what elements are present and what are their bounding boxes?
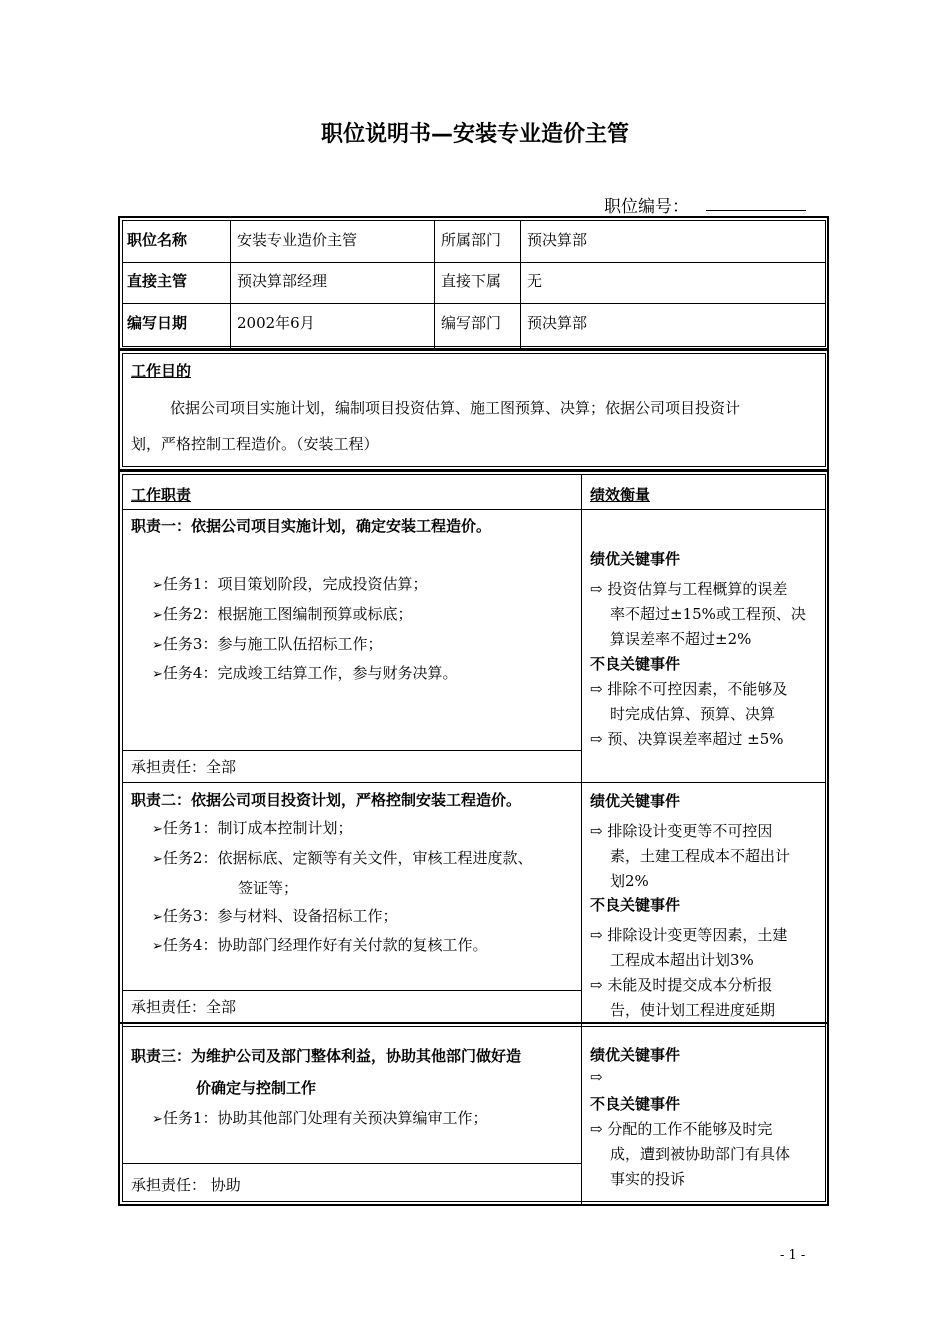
duty2-good-bullet: ⇨ 排除设计变更等不可控因 [590,822,773,840]
value-position-name: 安装专业造价主管 [237,231,358,249]
duty2-bad-line-4: 告，使计划工程进度延期 [610,1001,776,1019]
performance-heading: 绩效衡量 [590,486,651,504]
label-subordinates: 直接下属 [441,272,502,290]
value-department: 预决算部 [527,231,588,249]
arrow-icon: ➢ [152,578,163,593]
duty3-task-1: ➢任务1：协助其他部门处理有关预决算编审工作； [152,1109,488,1127]
duty2-good-line-3: 划2% [610,872,649,890]
duty3-good-bullet [590,1068,603,1086]
label-supervisor: 直接主管 [127,272,188,290]
hollow-arrow-icon: ⇨ [590,822,603,840]
duty1-bad-bullet-1: ⇨ 排除不可控因素，不能够及 [590,680,788,698]
duty2-bad-heading: 不良关键事件 [590,896,681,914]
arrow-icon: ➢ [152,939,163,954]
duty1-good-line-2: 率不超过±15%或工程预、决 [610,605,806,623]
position-number-label: 职位编号： [604,197,689,217]
purpose-line-2: 划，严格控制工程造价。（安装工程） [131,435,379,453]
duty1-bad-line-2: 时完成估算、预算、决算 [610,705,776,723]
value-author-dept: 预决算部 [527,314,588,332]
page-number: - 1 - [780,1248,806,1263]
hollow-arrow-icon: ⇨ [590,580,603,598]
duty2-task-3: ➢任务3：参与材料、设备招标工作； [152,907,398,925]
value-subordinates: 无 [527,272,543,290]
arrow-icon: ➢ [152,910,163,925]
hollow-arrow-icon: ⇨ [590,730,603,748]
arrow-icon: ➢ [152,608,163,623]
duty2-responsibility: 承担责任：全部 [131,998,237,1016]
duty3-good-heading: 绩优关键事件 [590,1046,681,1064]
duties-heading: 工作职责 [131,486,192,504]
duty1-task-1: ➢任务1：项目策划阶段，完成投资估算； [152,575,428,593]
label-position-name: 职位名称 [127,231,188,249]
value-date: 2002年6月 [237,314,315,332]
duty2-good-line-2: 素，土建工程成本不超出计 [610,847,791,865]
duty3-bad-line-3: 事实的投诉 [610,1170,686,1188]
purpose-line-1: 依据公司项目实施计划，编制项目投资估算、施工图预算、决算；依据公司项目投资计 [170,399,741,417]
label-date: 编写日期 [127,314,188,332]
label-department: 所属部门 [441,231,502,249]
duty2-task-4: ➢任务4：协助部门经理作好有关付款的复核工作。 [152,936,488,954]
duty3-title-line-2: 价确定与控制工作 [196,1079,317,1097]
duty1-task-2: ➢任务2：根据施工图编制预算或标底； [152,605,413,623]
duty3-bad-bullet-1: ⇨ 分配的工作不能够及时完 [590,1120,773,1138]
duty2-good-heading: 绩优关键事件 [590,792,681,810]
duty1-bad-heading: 不良关键事件 [590,655,681,673]
duty2-title: 职责二：依据公司项目投资计划，严格控制安装工程造价。 [131,791,522,809]
hollow-arrow-icon: ⇨ [590,1068,603,1086]
duty2-bad-line-2: 工程成本超出计划3% [610,951,754,969]
duty1-bad-bullet-2: ⇨ 预、决算误差率超过 ±5% [590,730,784,748]
duty1-good-bullet: ⇨ 投资估算与工程概算的误差 [590,580,788,598]
arrow-icon: ➢ [152,1112,163,1127]
arrow-icon: ➢ [152,822,163,837]
page-title: 职位说明书—安装专业造价主管 [320,122,629,147]
duty3-bad-heading: 不良关键事件 [590,1095,681,1113]
hollow-arrow-icon: ⇨ [590,976,603,994]
arrow-icon: ➢ [152,638,163,653]
duty1-task-4: ➢任务4：完成竣工结算工作，参与财务决算。 [152,664,458,682]
duty2-bad-bullet-2: ⇨ 未能及时提交成本分析报 [590,976,773,994]
duty1-good-line-3: 算误差率不超过±2% [610,630,752,648]
duty1-title: 职责一：依据公司项目实施计划，确定安装工程造价。 [131,517,492,535]
position-number-blank [706,210,806,211]
value-supervisor: 预决算部经理 [237,272,328,290]
duty1-responsibility: 承担责任：全部 [131,758,237,776]
duty2-task-2: ➢任务2：依据标底、定额等有关文件，审核工程进度款、 [152,849,533,867]
hollow-arrow-icon: ⇨ [590,1120,603,1138]
duty2-task-1: ➢任务1：制订成本控制计划； [152,819,353,837]
hollow-arrow-icon: ⇨ [590,680,603,698]
duty2-bad-bullet-1: ⇨ 排除设计变更等因素，土建 [590,926,788,944]
duty1-good-heading: 绩优关键事件 [590,550,681,568]
duty3-title-line-1: 职责三：为维护公司及部门整体利益，协助其他部门做好造 [131,1047,522,1065]
duty2-task-2-cont: 签证等； [238,879,299,897]
arrow-icon: ➢ [152,852,163,867]
duty3-bad-line-2: 成，遭到被协助部门有具体 [610,1145,791,1163]
label-author-dept: 编写部门 [441,314,502,332]
arrow-icon: ➢ [152,667,163,682]
duty3-responsibility: 承担责任： 协助 [131,1176,241,1194]
duty1-task-3: ➢任务3：参与施工队伍招标工作； [152,635,383,653]
purpose-heading: 工作目的 [131,362,192,380]
hollow-arrow-icon: ⇨ [590,926,603,944]
